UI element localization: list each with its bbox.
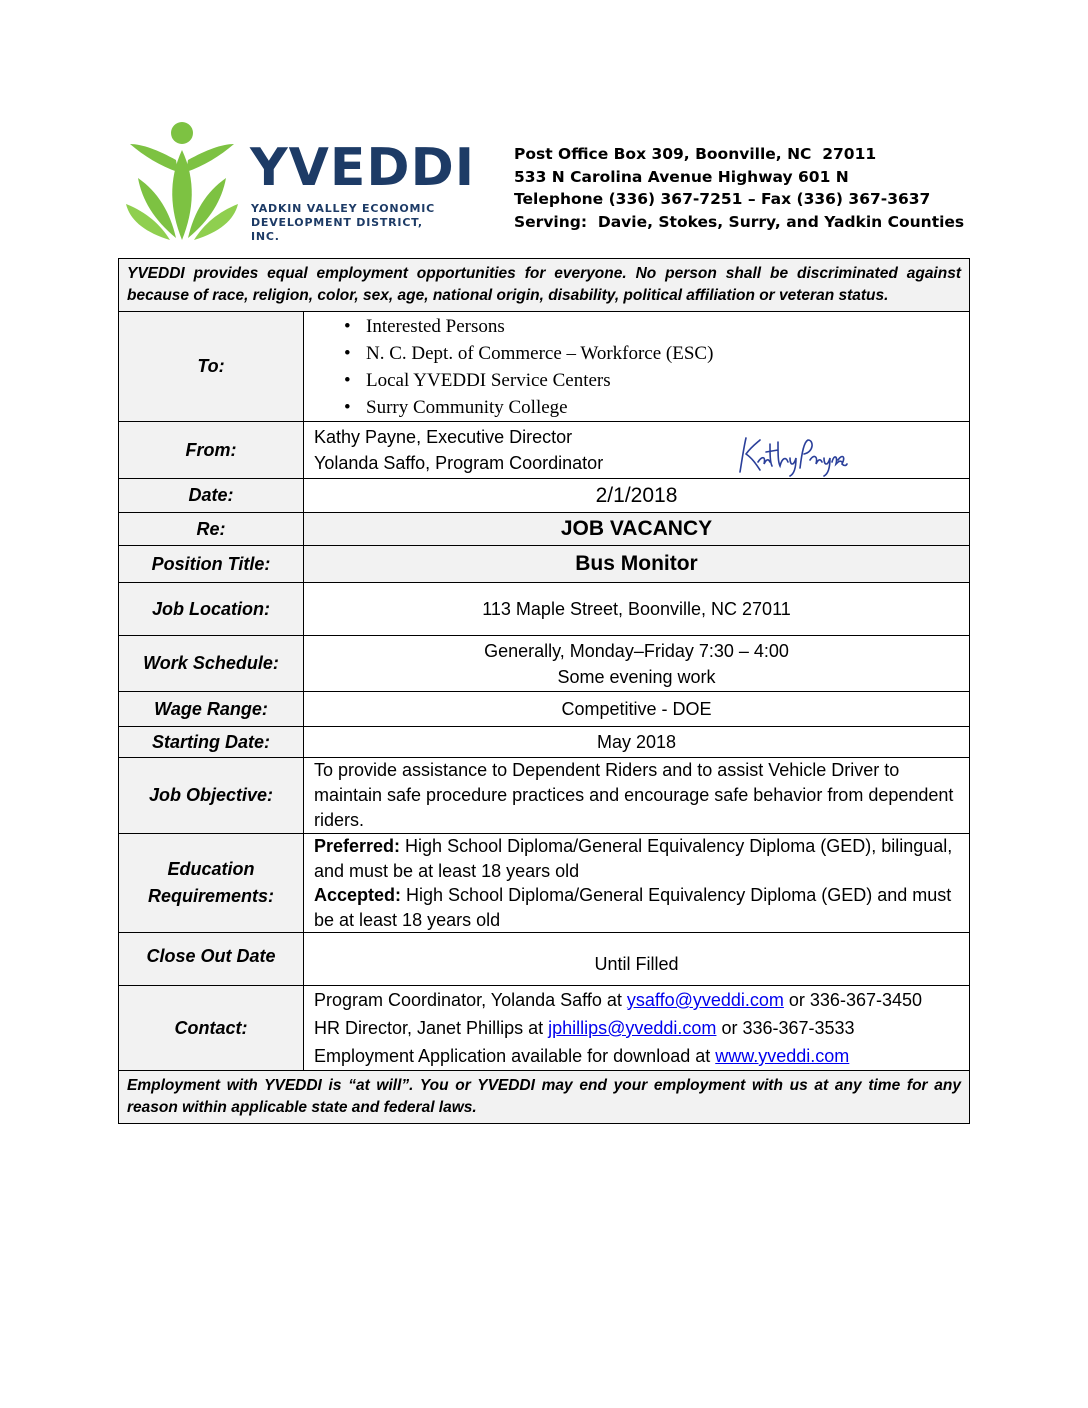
to-label: To: [119, 312, 304, 422]
objective-value: To provide assistance to Dependent Riders and to assist Vehicle Driver to maintain safe procedure practices and encourage safe behavior from dependent riders. [304, 758, 970, 834]
recipient-item: • Local YVEDDI Service Centers [366, 367, 959, 394]
recipient-item: • Interested Persons [366, 313, 959, 340]
contact-label: Contact: [119, 986, 304, 1071]
education-preferred [314, 834, 959, 883]
recipient-item: • N. C. Dept. of Commerce – Workforce (ESC) [366, 340, 959, 367]
objective-label: Job Objective: [119, 758, 304, 834]
logo-subtitle-line1: YADKIN VALLEY ECONOMIC [251, 202, 436, 215]
date-row [119, 479, 970, 513]
notice-bottom-row [119, 1071, 970, 1124]
address-line-2: 533 N Carolina Avenue Highway 601 N [514, 167, 849, 186]
education-value [304, 834, 970, 933]
leaf-figure-icon [124, 120, 248, 244]
ysaffo-email-link[interactable]: ysaffo@yveddi.com [626, 990, 784, 1010]
recipient-item: • Surry Community College [366, 394, 959, 421]
wage-row [119, 692, 970, 727]
yveddi-logo [124, 120, 476, 244]
from-value [304, 422, 970, 479]
position-row [119, 546, 970, 583]
contact-line-3-prefix: Employment Application available for download at [314, 1046, 716, 1066]
date-value: 2/1/2018 [304, 479, 970, 513]
education-label [119, 834, 304, 933]
contact-line-2-prefix: HR Director, Janet Phillips at [314, 1018, 549, 1038]
position-value: Bus Monitor [304, 546, 970, 583]
schedule-value [304, 636, 970, 692]
accepted-text: High School Diploma/General Equivalency Diploma (GED) and must be at least 18 years old [314, 885, 952, 930]
location-label: Job Location: [119, 583, 304, 636]
preferred-label: Preferred: [314, 836, 401, 856]
date-label: Date: [119, 479, 304, 513]
start-value: May 2018 [304, 727, 970, 758]
education-accepted [314, 883, 959, 932]
from-label: From: [119, 422, 304, 479]
objective-row [119, 758, 970, 834]
at-will-notice: Employment with YVEDDI is “at will”. You or YVEDDI may end your employment with us at any time for any reason within applicable state and federal laws. [119, 1071, 970, 1124]
re-row [119, 513, 970, 546]
re-value: JOB VACANCY [304, 513, 970, 546]
schedule-label: Work Schedule: [119, 636, 304, 692]
recipient-list [314, 313, 959, 421]
closeout-value: Until Filled [304, 933, 970, 986]
notice-top-row [119, 259, 970, 312]
location-row [119, 583, 970, 636]
contact-value [304, 986, 970, 1071]
education-label-line1: Education [167, 859, 255, 879]
schedule-line-2: Some evening work [557, 666, 716, 687]
contact-line-3 [314, 1042, 959, 1070]
address-line-3: Telephone (336) 367-7251 – Fax (336) 367-3637 [514, 190, 931, 208]
wage-value: Competitive - DOE [304, 692, 970, 727]
logo-subtitle-line2: DEVELOPMENT DISTRICT, INC. [251, 216, 423, 243]
preferred-text: High School Diploma/General Equivalency Diploma (GED), bilingual, and must be at least 18 years old [314, 836, 953, 881]
address-line-4: Serving: Davie, Stokes, Surry, and Yadkin Counties [514, 212, 965, 231]
location-value: 113 Maple Street, Boonville, NC 27011 [304, 583, 970, 636]
schedule-row [119, 636, 970, 692]
job-vacancy-table [118, 258, 970, 1124]
position-label: Position Title: [119, 546, 304, 583]
contact-line-1-suffix: or 336-367-3450 [783, 990, 923, 1010]
wage-label: Wage Range: [119, 692, 304, 727]
contact-line-2-suffix: or 336-367-3533 [716, 1018, 855, 1038]
education-label-line2: Requirements: [147, 886, 275, 906]
education-row [119, 834, 970, 933]
start-label: Starting Date: [119, 727, 304, 758]
contact-line-1 [314, 986, 959, 1014]
contact-line-1-prefix: Program Coordinator, Yolanda Saffo at [314, 990, 627, 1010]
signature-image [734, 432, 848, 478]
re-label: Re: [119, 513, 304, 546]
from-line-1: Kathy Payne, Executive Director [314, 427, 573, 447]
logo-name: YVEDDI [250, 138, 476, 198]
from-line-2: Yolanda Saffo, Program Coordinator [314, 453, 604, 473]
to-row [119, 312, 970, 422]
accepted-label: Accepted: [314, 885, 402, 905]
address-line-1: Post Office Box 309, Boonville, NC 27011 [514, 145, 877, 163]
contact-line-2 [314, 1014, 959, 1042]
logo-subtitle [251, 202, 454, 244]
jphillips-email-link[interactable]: jphillips@yveddi.com [548, 1018, 717, 1038]
address-block [514, 143, 964, 233]
eeo-notice: YVEDDI provides equal employment opportunities for everyone. No person shall be discriminated against because of race, religion, color, sex, age, national origin, disability, political affiliation or veteran status. [119, 259, 970, 312]
closeout-label: Close Out Date [119, 933, 304, 986]
schedule-line-1: Generally, Monday–Friday 7:30 – 4:00 [484, 640, 789, 661]
to-value [304, 312, 970, 422]
start-row [119, 727, 970, 758]
closeout-row [119, 933, 970, 986]
contact-row [119, 986, 970, 1071]
website-link[interactable]: www.yveddi.com [715, 1046, 850, 1066]
